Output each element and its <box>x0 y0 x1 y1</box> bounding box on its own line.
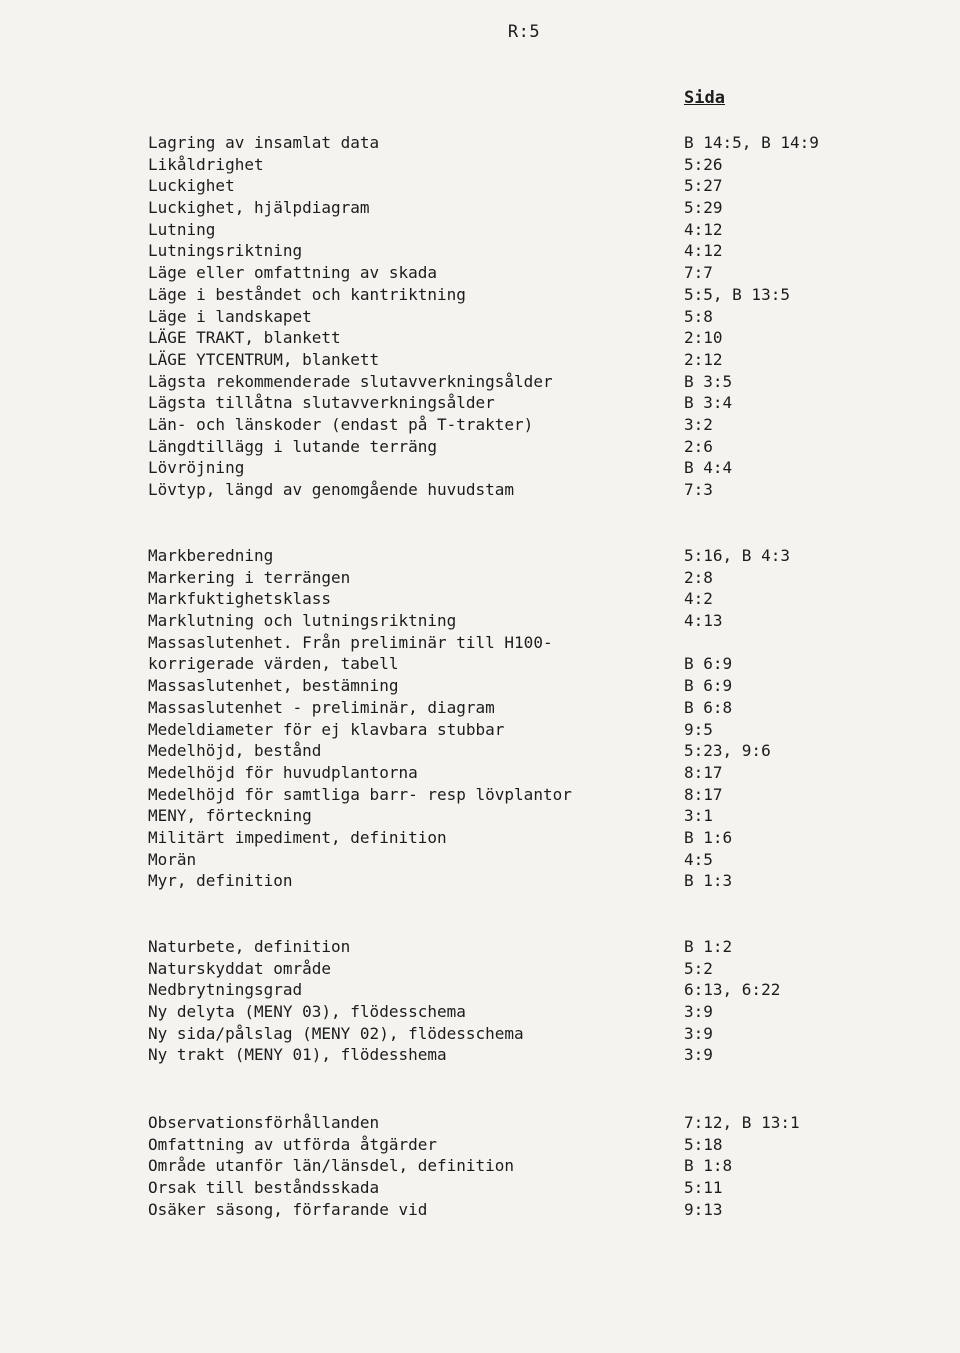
index-page-ref: B 6:8 <box>684 697 733 717</box>
index-entry <box>148 805 868 827</box>
index-page-ref: 5:23, 9:6 <box>684 741 771 761</box>
index-entry <box>148 1001 868 1023</box>
index-term: Markering i terrängen <box>148 567 351 587</box>
index-term: Läge i landskapet <box>148 306 312 326</box>
index-entry <box>148 1177 868 1199</box>
index-entry <box>148 784 868 806</box>
column-header-sida: Sida <box>684 88 725 108</box>
index-entry <box>148 675 868 697</box>
index-entry <box>148 1044 868 1066</box>
index-term: Lutning <box>148 219 216 239</box>
index-term: Län- och länskoder (endast på T-trakter) <box>148 414 534 434</box>
index-entry <box>148 392 868 414</box>
index-term: Massaslutenhet - preliminär, diagram <box>148 697 495 717</box>
index-page-ref: 4:13 <box>684 611 723 631</box>
index-page-ref: 3:9 <box>684 1002 713 1022</box>
index-page-ref: 2:12 <box>684 349 723 369</box>
page-number: R:5 <box>507 22 541 42</box>
index-entry <box>148 1023 868 1045</box>
index-group-n <box>148 936 868 1066</box>
index-term: Morän <box>148 849 197 869</box>
index-page-ref: B 3:5 <box>684 371 733 391</box>
index-term: Lagring av insamlat data <box>148 133 380 152</box>
index-term: Naturskyddat område <box>148 958 332 978</box>
index-page-ref: 4:5 <box>684 849 713 869</box>
index-term: Område utanför län/länsdel, definition <box>148 1156 515 1176</box>
index-term: Markberedning <box>148 546 274 565</box>
index-term: Lövröjning <box>148 458 245 478</box>
index-page-ref: 9:13 <box>684 1199 723 1219</box>
index-page-ref: 4:12 <box>684 219 723 239</box>
index-term: Ny sida/pålslag (MENY 02), flödesschema <box>148 1023 524 1043</box>
index-entry <box>148 762 868 784</box>
index-page-ref: B 6:9 <box>684 654 733 674</box>
index-entry <box>148 284 868 306</box>
index-page-ref: 4:2 <box>684 589 713 609</box>
index-entry <box>148 132 868 154</box>
index-group-l <box>148 132 868 501</box>
index-entry <box>148 306 868 328</box>
index-page-ref: 5:27 <box>684 176 723 196</box>
index-page-ref: 5:18 <box>684 1134 723 1154</box>
index-entry <box>148 827 868 849</box>
index-page-ref: B 1:6 <box>684 827 733 847</box>
index-term: Marklutning och lutningsriktning <box>148 611 457 631</box>
index-entry <box>148 545 868 567</box>
index-term: Ny delyta (MENY 03), flödesschema <box>148 1002 466 1022</box>
index-entry <box>148 154 868 176</box>
index-term: Markfuktighetsklass <box>148 589 332 609</box>
index-entry <box>148 958 868 980</box>
index-entry <box>148 1155 868 1177</box>
index-term: Naturbete, definition <box>148 937 351 956</box>
index-term: Längdtillägg i lutande terräng <box>148 436 437 456</box>
index-entry <box>148 849 868 871</box>
index-entry <box>148 175 868 197</box>
index-term: Luckighet <box>148 176 235 196</box>
index-group-o <box>148 1112 868 1220</box>
index-entry <box>148 1112 868 1134</box>
index-page-ref: B 6:9 <box>684 676 733 696</box>
index-term: Läge eller omfattning av skada <box>148 263 437 283</box>
index-page-ref: B 1:8 <box>684 1156 733 1176</box>
index-term: Läge i beståndet och kantriktning <box>148 284 466 304</box>
index-term: Medelhöjd för huvudplantorna <box>148 762 418 782</box>
index-entry <box>148 219 868 241</box>
index-entry <box>148 457 868 479</box>
index-entry <box>148 327 868 349</box>
index-term: Militärt impediment, definition <box>148 827 447 847</box>
index-entry <box>148 479 868 501</box>
index-page-ref: B 1:2 <box>684 937 733 956</box>
index-term: Medelhöjd, bestånd <box>148 741 322 761</box>
index-entry <box>148 436 868 458</box>
index-group-m <box>148 545 868 892</box>
index-page-ref: 7:7 <box>684 263 713 283</box>
index-term: Nedbrytningsgrad <box>148 980 303 1000</box>
index-page-ref: 8:17 <box>684 784 723 804</box>
index-page-ref: 3:9 <box>684 1023 713 1043</box>
index-entry <box>148 197 868 219</box>
index-page-ref: 9:5 <box>684 719 713 739</box>
index-entry <box>148 371 868 393</box>
index-page-ref: B 1:3 <box>684 871 733 891</box>
index-entry <box>148 588 868 610</box>
index-term: Medeldiameter för ej klavbara stubbar <box>148 719 505 739</box>
index-entry <box>148 979 868 1001</box>
index-term: Osäker säsong, förfarande vid <box>148 1199 428 1219</box>
index-entry <box>148 240 868 262</box>
index-entry <box>148 414 868 436</box>
index-term: Lägsta rekommenderade slutavverkningsålder <box>148 371 553 391</box>
index-page-ref: 2:6 <box>684 436 713 456</box>
index-page-ref: B 3:4 <box>684 393 733 413</box>
index-page-ref: 5:2 <box>684 958 713 978</box>
index-term: Medelhöjd för samtliga barr- resp lövplantor <box>148 784 572 804</box>
index-page-ref: 5:8 <box>684 306 713 326</box>
index-term: MENY, förteckning <box>148 806 312 826</box>
index-entry <box>148 349 868 371</box>
index-term: LÄGE YTCENTRUM, blankett <box>148 349 380 369</box>
index-term: Massaslutenhet. Från preliminär till H100- <box>148 632 553 652</box>
index-page-ref: 3:1 <box>684 806 713 826</box>
index-term: Luckighet, hjälpdiagram <box>148 198 370 218</box>
index-term: LÄGE TRAKT, blankett <box>148 328 341 348</box>
index-term: Observationsförhållanden <box>148 1113 380 1132</box>
index-page-ref: 5:11 <box>684 1178 723 1198</box>
index-entry <box>148 740 868 762</box>
index-page-ref: 6:13, 6:22 <box>684 980 781 1000</box>
index-entry <box>148 632 868 654</box>
index-entry <box>148 567 868 589</box>
index-page-ref: 5:5, B 13:5 <box>684 284 790 304</box>
index-entry <box>148 936 868 958</box>
index-entry <box>148 610 868 632</box>
index-page-ref: 7:3 <box>684 480 713 499</box>
index-page-ref: 5:29 <box>684 198 723 218</box>
index-page-ref: 4:12 <box>684 241 723 261</box>
index-term: Omfattning av utförda åtgärder <box>148 1134 437 1154</box>
index-page-ref: 5:26 <box>684 154 723 174</box>
index-term: Lutningsriktning <box>148 241 303 261</box>
index-term: Lövtyp, längd av genomgående huvudstam <box>148 480 515 499</box>
index-entry <box>148 719 868 741</box>
index-page-ref: 2:8 <box>684 567 713 587</box>
index-page-ref: 2:10 <box>684 328 723 348</box>
index-entry <box>148 870 868 892</box>
index-page-ref: 3:9 <box>684 1045 713 1065</box>
index-term: Ny trakt (MENY 01), flödesshema <box>148 1045 447 1065</box>
index-page-ref: 5:16, B 4:3 <box>684 546 790 565</box>
index-term: Lägsta tillåtna slutavverkningsålder <box>148 393 495 413</box>
index-entry <box>148 1134 868 1156</box>
index-term: korrigerade värden, tabell <box>148 654 399 674</box>
index-page-ref: 7:12, B 13:1 <box>684 1113 800 1132</box>
index-entry <box>148 653 868 675</box>
index-term: Likåldrighet <box>148 154 264 174</box>
index-page-ref: 3:2 <box>684 414 713 434</box>
index-page-ref: B 4:4 <box>684 458 733 478</box>
index-term: Orsak till beståndsskada <box>148 1178 380 1198</box>
index-entry <box>148 697 868 719</box>
index-entry <box>148 1199 868 1221</box>
index-page-ref: 8:17 <box>684 762 723 782</box>
index-entry <box>148 262 868 284</box>
index-term: Myr, definition <box>148 871 293 891</box>
index-page-ref: B 14:5, B 14:9 <box>684 133 819 152</box>
index-term: Massaslutenhet, bestämning <box>148 676 399 696</box>
